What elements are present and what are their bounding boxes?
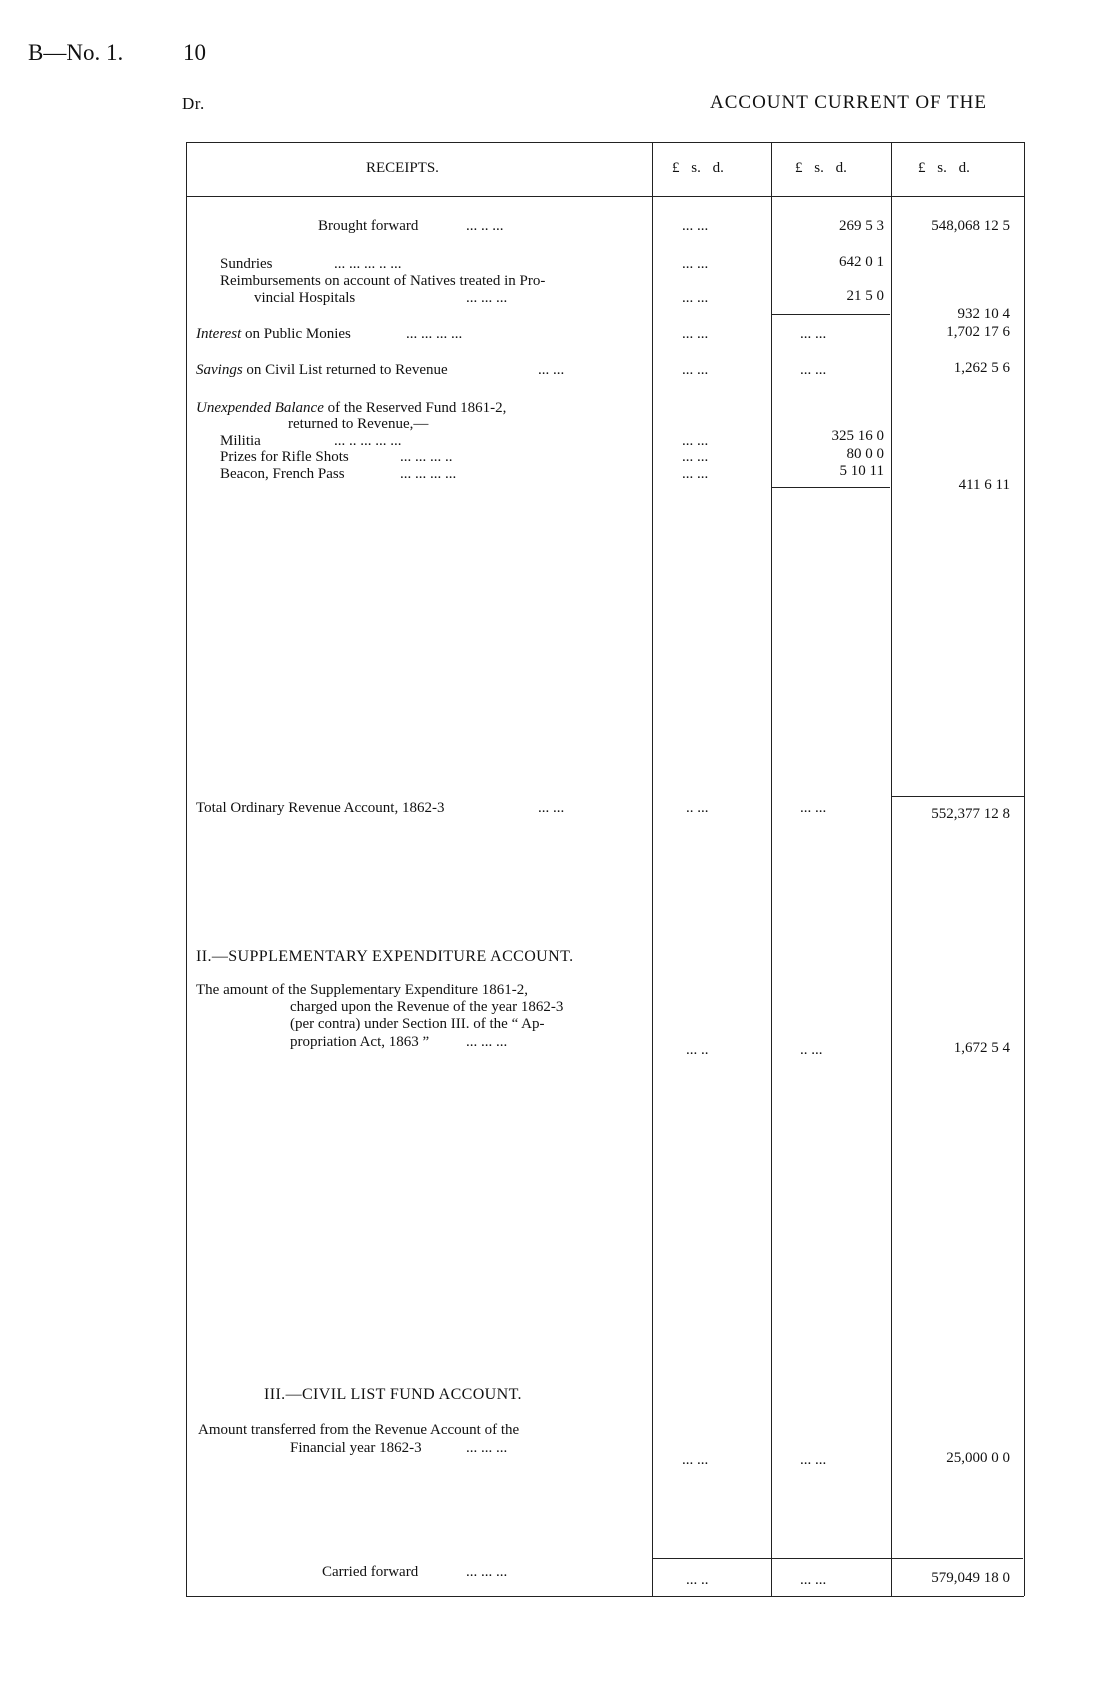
total-ordinary-c1: .. ... [686, 800, 709, 816]
carried-forward-c1: ... .. [686, 1572, 709, 1588]
section-3-line1: Amount transferred from the Revenue Account of the [198, 1422, 520, 1438]
savings-c2: ... ... [800, 362, 827, 378]
leader-dots: ... ... [538, 362, 565, 378]
section-2-c1: ... .. [686, 1042, 709, 1058]
section-3-c3: 25,000 0 0 [946, 1450, 1010, 1466]
leader-dots: ... ... ... ... [406, 326, 463, 342]
section-3-line2: Financial year 1862-3 [290, 1440, 422, 1456]
unexpended-label-rest: of the Reserved Fund 1861-2, [323, 400, 507, 416]
dr-label: Dr. [182, 94, 205, 113]
carried-forward-c2: ... ... [800, 1572, 827, 1588]
section-3-heading: III.—CIVIL LIST FUND ACCOUNT. [264, 1386, 522, 1403]
sundries-c1: ... ... [682, 256, 709, 272]
leader-dots: ... ... [538, 800, 565, 816]
reimbursements-line1: Reimbursements on account of Natives treated in Pro- [220, 273, 546, 289]
account-title: ACCOUNT CURRENT OF THE [710, 92, 987, 113]
section-2-line4: propriation Act, 1863 ” [290, 1034, 430, 1050]
leader-dots: ... ... ... [466, 1034, 508, 1050]
col-header-1: £ s. d. [672, 160, 724, 176]
interest-label [196, 326, 351, 343]
brought-forward-c2: 269 5 3 [839, 218, 884, 234]
sundries-label: Sundries [220, 256, 273, 272]
section-3-c2: ... ... [800, 1452, 827, 1468]
savings-label-italic: Savings [196, 362, 243, 378]
savings-label [196, 362, 448, 379]
total-ordinary-c3: 552,377 12 8 [931, 806, 1010, 822]
militia-label: Militia [220, 433, 261, 449]
interest-c1: ... ... [682, 326, 709, 342]
section-3-c1: ... ... [682, 1452, 709, 1468]
unexpended-label-italic: Unexpended Balance [196, 400, 324, 416]
interest-label-rest: on Public Monies [241, 326, 351, 342]
leader-dots: ... ... ... .. [400, 449, 453, 465]
rifle-prizes-label: Prizes for Rifle Shots [220, 449, 349, 465]
receipts-header: RECEIPTS. [366, 160, 439, 176]
page-number: 10 [183, 40, 206, 65]
carried-forward-label: Carried forward [322, 1564, 419, 1580]
interest-c2: ... ... [800, 326, 827, 342]
leader-dots: ... ... ... [466, 1564, 508, 1580]
section-2-heading: II.—SUPPLEMENTARY EXPENDITURE ACCOUNT. [196, 948, 574, 965]
leader-dots: ... ... ... [466, 290, 508, 306]
leader-dots: ... ... ... ... [400, 466, 457, 482]
beacon-label: Beacon, French Pass [220, 466, 345, 482]
interest-c3: 1,702 17 6 [946, 324, 1010, 340]
militia-c2: 325 16 0 [831, 428, 884, 444]
brought-forward-c3: 548,068 12 5 [931, 218, 1010, 234]
reimbursements-c2: 21 5 0 [846, 288, 884, 304]
col-header-2: £ s. d. [795, 160, 847, 176]
carried-forward-c3: 579,049 18 0 [931, 1570, 1010, 1586]
beacon-c1: ... ... [682, 466, 709, 482]
total-ordinary-label: Total Ordinary Revenue Account, 1862-3 [196, 800, 445, 816]
section-2-c2: .. ... [800, 1042, 823, 1058]
section-2-line1: The amount of the Supplementary Expenditure 1861-2, [196, 982, 528, 998]
unexpended-line2: returned to Revenue,— [288, 416, 429, 432]
brought-forward-label: Brought forward [318, 218, 419, 234]
brought-forward-c1: ... ... [682, 218, 709, 234]
leader-dots: ... .. ... [466, 218, 504, 234]
unexpended-line1 [196, 400, 506, 417]
paper-reference: B—No. 1. [28, 40, 124, 65]
leader-dots: ... ... ... .. ... [334, 256, 402, 272]
rifle-prizes-c2: 80 0 0 [846, 446, 884, 462]
interest-label-italic: Interest [196, 326, 242, 342]
reimbursements-c1: ... ... [682, 290, 709, 306]
beacon-c2: 5 10 11 [839, 463, 884, 479]
reimbursements-line2: vincial Hospitals [254, 290, 356, 306]
section-2-c3: 1,672 5 4 [953, 1040, 1010, 1056]
savings-c3: 1,262 5 6 [953, 360, 1010, 376]
rifle-prizes-c1: ... ... [682, 449, 709, 465]
savings-c1: ... ... [682, 362, 709, 378]
sundries-subtotal: 932 10 4 [957, 306, 1010, 322]
col-header-3: £ s. d. [918, 160, 970, 176]
savings-label-rest: on Civil List returned to Revenue [242, 362, 448, 378]
unexpended-c3: 411 6 11 [958, 477, 1010, 493]
leader-dots: ... .. ... ... ... [334, 433, 402, 449]
militia-c1: ... ... [682, 433, 709, 449]
leader-dots: ... ... ... [466, 1440, 508, 1456]
section-2-line2: charged upon the Revenue of the year 1862-3 [290, 999, 564, 1015]
section-2-line3: (per contra) under Section III. of the “ Ap- [290, 1016, 545, 1032]
sundries-c2: 642 0 1 [839, 254, 884, 270]
total-ordinary-c2: ... ... [800, 800, 827, 816]
